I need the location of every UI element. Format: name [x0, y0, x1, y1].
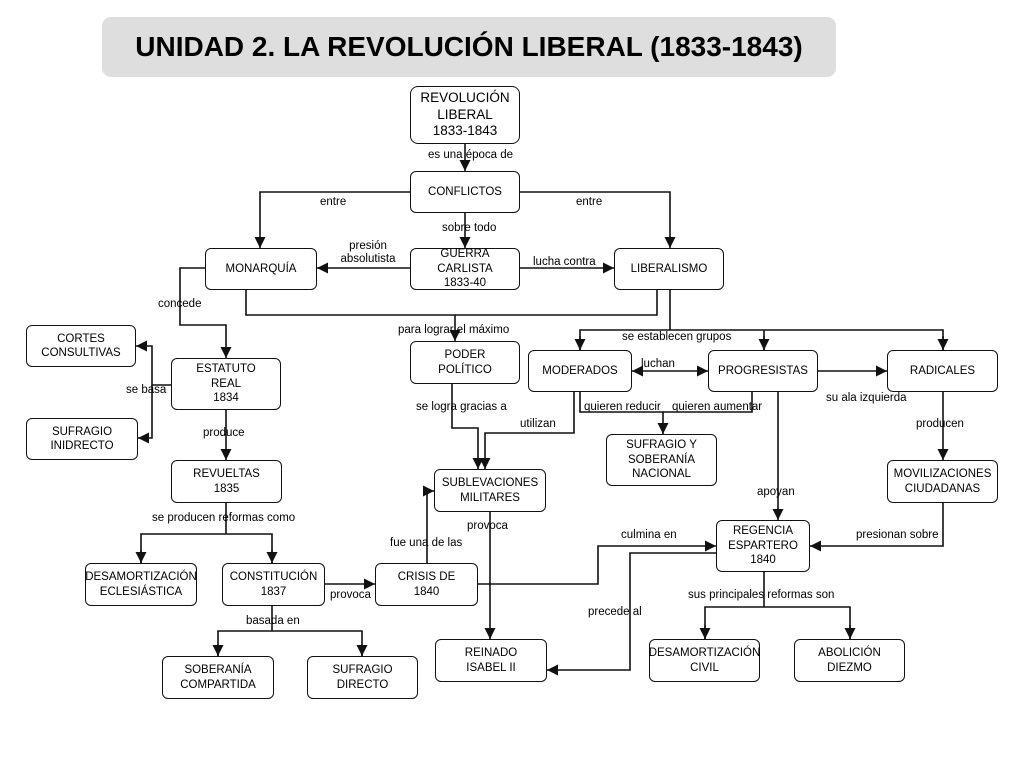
edge-constitucion-basada	[218, 606, 362, 656]
edge-regencia-reformas	[705, 572, 850, 639]
edge-crisis-regencia	[478, 546, 716, 584]
title-bar	[102, 17, 836, 77]
node-cortes-consultivas: CORTES CONSULTIVAS	[26, 325, 136, 367]
label-basada-en: basada en	[246, 615, 300, 627]
node-sufragio-soberania-nacional: SUFRAGIO Y SOBERANÍA NACIONAL	[606, 434, 717, 486]
page-title: UNIDAD 2. LA REVOLUCIÓN LIBERAL (1833-1843)	[135, 31, 803, 62]
node-abolicion-diezmo: ABOLICIÓN DIEZMO	[794, 639, 905, 682]
label-es-una-epoca: es una época de	[428, 149, 514, 161]
label-se-basa: se basa	[126, 384, 167, 396]
label-quieren-aumentar: quieren aumentar	[672, 401, 763, 413]
label-apoyan: apoyan	[757, 486, 795, 498]
node-reinado-isabel-ii: REINADO ISABEL II	[435, 639, 547, 682]
label-luchan: luchan	[641, 358, 675, 370]
label-se-producen-reformas: se producen reformas como	[152, 512, 296, 524]
label-quieren-reducir: quieren reducir	[584, 401, 661, 413]
label-entre-left: entre	[320, 196, 347, 208]
node-sufragio-indirecto: SUFRAGIO INIDRECTO	[26, 418, 138, 460]
node-liberalismo: LIBERALISMO	[614, 248, 724, 290]
node-estatuto-real: ESTATUTO REAL 1834	[171, 358, 281, 410]
label-concede: concede	[158, 298, 202, 310]
label-precede-al: precede al	[588, 606, 642, 618]
node-movilizaciones-ciudadanas: MOVILIZACIONES CIUDADANAS	[887, 460, 998, 503]
label-para-lograr: para lograr el máximo	[398, 324, 510, 336]
node-revolucion-liberal: REVOLUCIÓN LIBERAL 1833-1843	[410, 86, 520, 144]
node-desamortizacion-civil: DESAMORTIZACIÓN CIVIL	[649, 639, 760, 682]
node-guerra-carlista: GUERRA CARLISTA 1833-40	[410, 248, 520, 290]
label-lucha-contra: lucha contra	[533, 256, 596, 268]
label-sobre-todo: sobre todo	[442, 222, 497, 234]
label-produce: produce	[203, 427, 245, 439]
node-poder-politico: PODER POLÍTICO	[410, 341, 520, 384]
node-conflictos: CONFLICTOS	[410, 171, 520, 213]
node-soberania-compartida: SOBERANÍA COMPARTIDA	[162, 656, 274, 699]
label-sus-reformas: sus principales reformas son	[688, 589, 835, 601]
node-moderados: MODERADOS	[528, 350, 632, 392]
node-radicales: RADICALES	[887, 350, 998, 392]
label-producen: producen	[916, 418, 964, 430]
edge-estatuto-cortes	[136, 346, 171, 385]
label-provoca-left: provoca	[330, 589, 371, 601]
node-crisis-1840: CRISIS DE 1840	[375, 563, 478, 606]
edge-crisis-sublevaciones	[427, 491, 434, 563]
label-provoca-top: provoca	[467, 520, 508, 532]
label-utilizan: utilizan	[520, 418, 556, 430]
edge-poder-sublevaciones	[452, 384, 478, 469]
label-se-logra: se logra gracias a	[416, 401, 507, 413]
label-su-ala-izquierda: su ala izquierda	[826, 392, 907, 404]
node-sufragio-directo: SUFRAGIO DIRECTO	[307, 656, 418, 699]
label-presionan-sobre: presionan sobre	[856, 529, 939, 541]
label-se-establecen: se establecen grupos	[622, 331, 732, 343]
label-culmina-en: culmina en	[621, 529, 677, 541]
node-desamortizacion-eclesiastica: DESAMORTIZACIÓN ECLESIÁSTICA	[85, 563, 197, 606]
node-regencia-espartero: REGENCIA ESPARTERO 1840	[716, 520, 810, 572]
node-sublevaciones-militares: SUBLEVACIONES MILITARES	[434, 469, 546, 512]
node-revueltas: REVUELTAS 1835	[171, 460, 282, 503]
node-monarquia: MONARQUÍA	[205, 248, 317, 290]
node-progresistas: PROGRESISTAS	[708, 350, 818, 392]
label-fue-una-de-las: fue una de las	[390, 537, 463, 549]
label-presion-absolutista: presión absolutista	[340, 240, 396, 266]
label-entre-right: entre	[576, 196, 603, 208]
node-constitucion-1837: CONSTITUCIÓN 1837	[222, 563, 325, 606]
